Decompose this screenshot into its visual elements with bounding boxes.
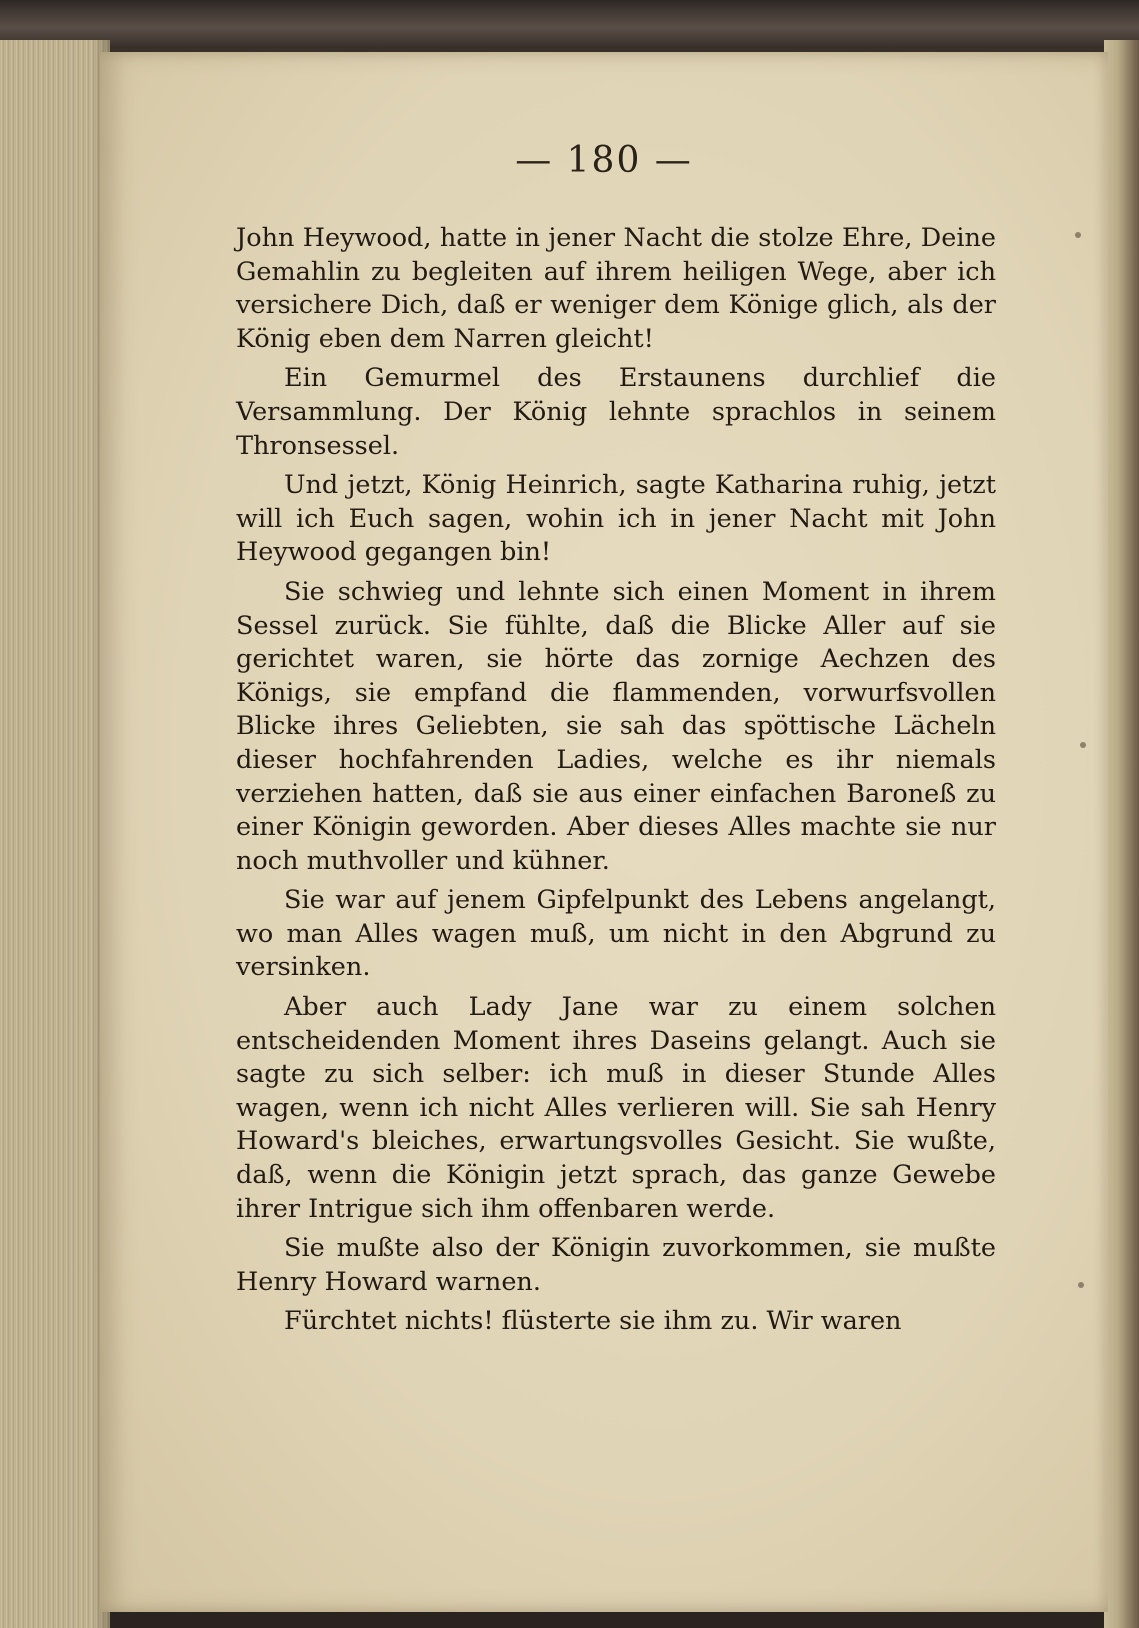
paragraph: Und jetzt, König Heinrich, sagte Katharina ruhig, jetzt will ich Euch sagen, wohin ich in jener Nacht mit John Heywood gegangen bin! xyxy=(236,470,996,568)
margin-mark xyxy=(1075,232,1081,238)
body-text xyxy=(236,222,996,1345)
paragraph: Aber auch Lady Jane war zu einem solchen entscheidenden Moment ihres Daseins gelangt. Auch sie sagte zu sich selber: ich muß in dieser Stunde Alles wagen, wenn ich nicht Alles verlieren will. Sie sah Henry Howard's bleiches, erwartungsvolles Gesicht. Sie wußte, daß, wenn die Königin jetzt sprach, das ganze Gewebe ihrer Intrigue sich ihm offenbaren werde. xyxy=(236,992,996,1224)
paragraph: Sie schwieg und lehnte sich einen Moment in ihrem Sessel zurück. Sie fühlte, daß die Blicke Aller auf sie gerichtet waren, sie hörte das zornige Aechzen des Königs, sie empfand die flammenden, vorwurfsvollen Blicke ihres Geliebten, sie sah das spöttische Lächeln dieser hochfahrenden Ladies, welche es ihr niemals verziehen hatten, daß sie aus einer einfachen Baroneß zu einer Königin geworden. Aber dieses Alles machte sie nur noch muthvoller und kühner. xyxy=(236,576,996,876)
margin-mark xyxy=(1078,1282,1084,1288)
book-page xyxy=(100,52,1108,1612)
paragraph: Sie mußte also der Königin zuvorkommen, sie mußte Henry Howard warnen. xyxy=(236,1233,996,1297)
paragraph: Ein Gemurmel des Erstaunens durchlief die Versammlung. Der König lehnte sprachlos in seinem Thronsessel. xyxy=(236,363,996,461)
book-cover-top-edge xyxy=(0,0,1139,46)
page-stack-left xyxy=(0,40,110,1628)
page-number: — 180 — xyxy=(515,140,693,181)
margin-mark xyxy=(1080,742,1086,748)
paragraph: Sie war auf jenem Gipfelpunkt des Lebens angelangt, wo man Alles wagen muß, um nicht in den Abgrund zu versinken. xyxy=(236,885,996,983)
paragraph: John Heywood, hatte in jener Nacht die stolze Ehre, Deine Gemahlin zu begleiten auf ihrem heiligen Wege, aber ich versichere Dich, daß er weniger dem Könige glich, als der König eben dem Narren gleicht! xyxy=(236,223,996,354)
page-edge-right xyxy=(1104,40,1139,1628)
paragraph: Fürchtet nichts! flüsterte sie ihm zu. Wir waren xyxy=(284,1306,902,1337)
